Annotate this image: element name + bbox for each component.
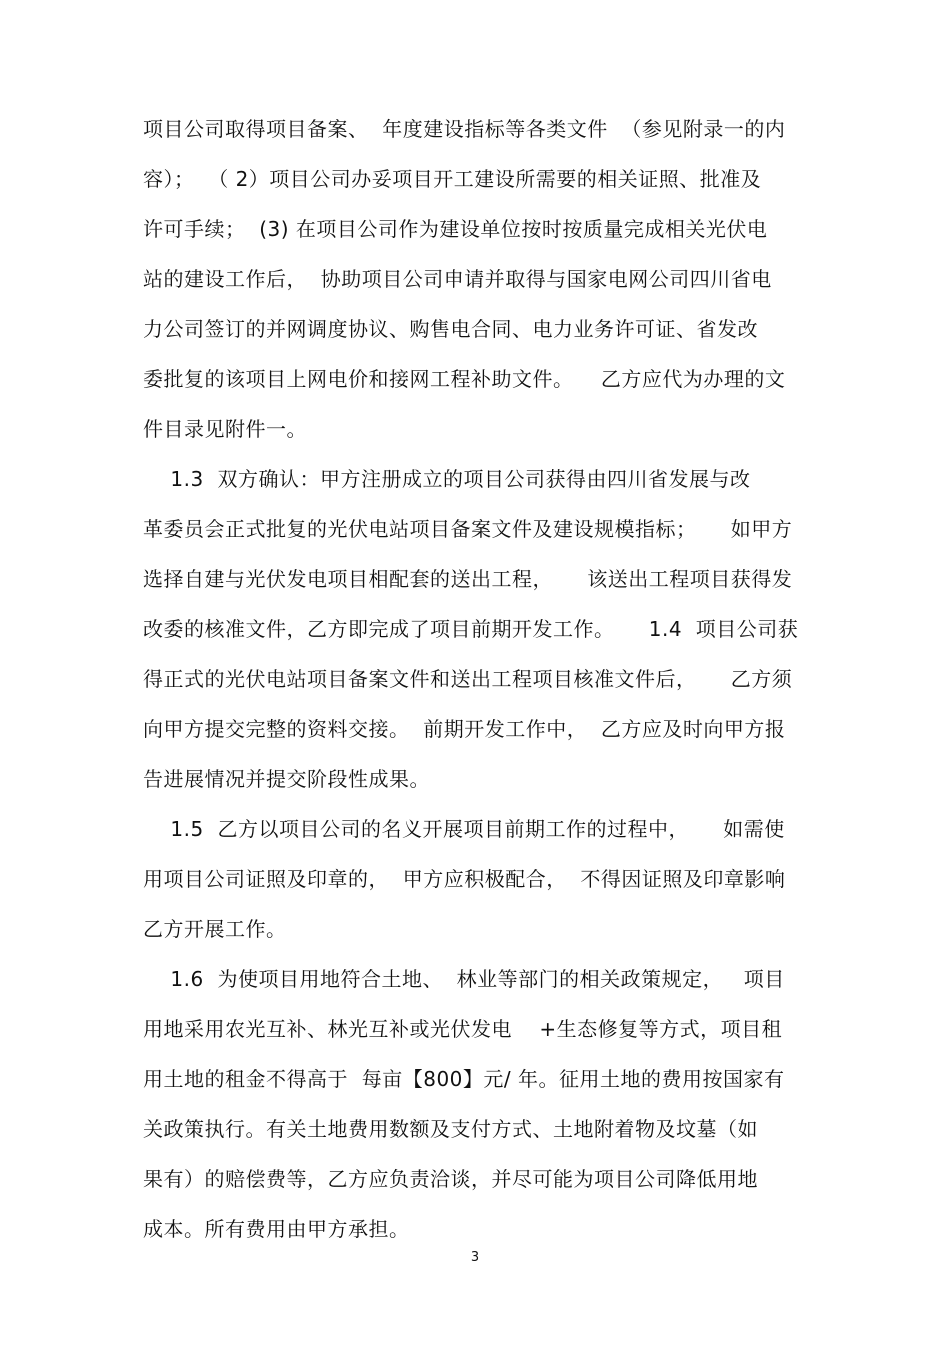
text-line: 站的建设工作后， 协助项目公司申请并取得与国家电网公司四川省电 bbox=[143, 267, 772, 291]
text-line: 革委员会正式批复的光伏电站项目备案文件及建设规模指标； 如甲方 bbox=[143, 517, 793, 541]
text-line: 选择自建与光伏发电项目相配套的送出工程， 该送出工程项目获得发 bbox=[143, 567, 793, 591]
text-line: 1.6 为使项目用地符合土地、 林业等部门的相关政策规定， 项目 bbox=[143, 967, 785, 991]
text-line: 得正式的光伏电站项目备案文件和送出工程项目核准文件后， 乙方须 bbox=[143, 667, 793, 691]
text-line: 果有）的赔偿费等，乙方应负责洽谈，并尽可能为项目公司降低用地 bbox=[143, 1167, 758, 1191]
text-line: 用土地的租金不得高于 每亩【800】元/ 年。征用土地的费用按国家有 bbox=[143, 1067, 785, 1091]
page-number: 3 bbox=[470, 1250, 480, 1265]
text-line: 用地采用农光互补、林光互补或光伏发电 +生态修复等方式，项目租 bbox=[143, 1017, 783, 1041]
text-line: 1.5 乙方以项目公司的名义开展项目前期工作的过程中， 如需使 bbox=[143, 817, 785, 841]
text-line: 许可手续； (3) 在项目公司作为建设单位按时按质量完成相关光伏电 bbox=[143, 217, 768, 241]
text-line: 改委的核准文件，乙方即完成了项目前期开发工作。 1.4 项目公司获 bbox=[143, 617, 799, 641]
text-line: 项目公司取得项目备案、 年度建设指标等各类文件 （参见附录一的内 bbox=[143, 117, 786, 141]
text-line: 乙方开展工作。 bbox=[143, 917, 287, 941]
text-line: 成本。所有费用由甲方承担。 bbox=[143, 1217, 410, 1241]
text-line: 告进展情况并提交阶段性成果。 bbox=[143, 767, 430, 791]
text-line: 力公司签订的并网调度协议、购售电合同、电力业务许可证、省发改 bbox=[143, 317, 758, 341]
text-line: 容）； （ 2）项目公司办妥项目开工建设所需要的相关证照、批准及 bbox=[143, 167, 762, 191]
text-line: 用项目公司证照及印章的， 甲方应积极配合， 不得因证照及印章影响 bbox=[143, 867, 786, 891]
text-line: 委批复的该项目上网电价和接网工程补助文件。 乙方应代为办理的文 bbox=[143, 367, 786, 391]
text-line: 件目录见附件一。 bbox=[143, 417, 307, 441]
text-line: 向甲方提交完整的资料交接。 前期开发工作中， 乙方应及时向甲方报 bbox=[143, 717, 786, 741]
text-line: 1.3 双方确认：甲方注册成立的项目公司获得由四川省发展与改 bbox=[143, 467, 751, 491]
text-line: 关政策执行。有关土地费用数额及支付方式、土地附着物及坟墓（如 bbox=[143, 1117, 758, 1141]
